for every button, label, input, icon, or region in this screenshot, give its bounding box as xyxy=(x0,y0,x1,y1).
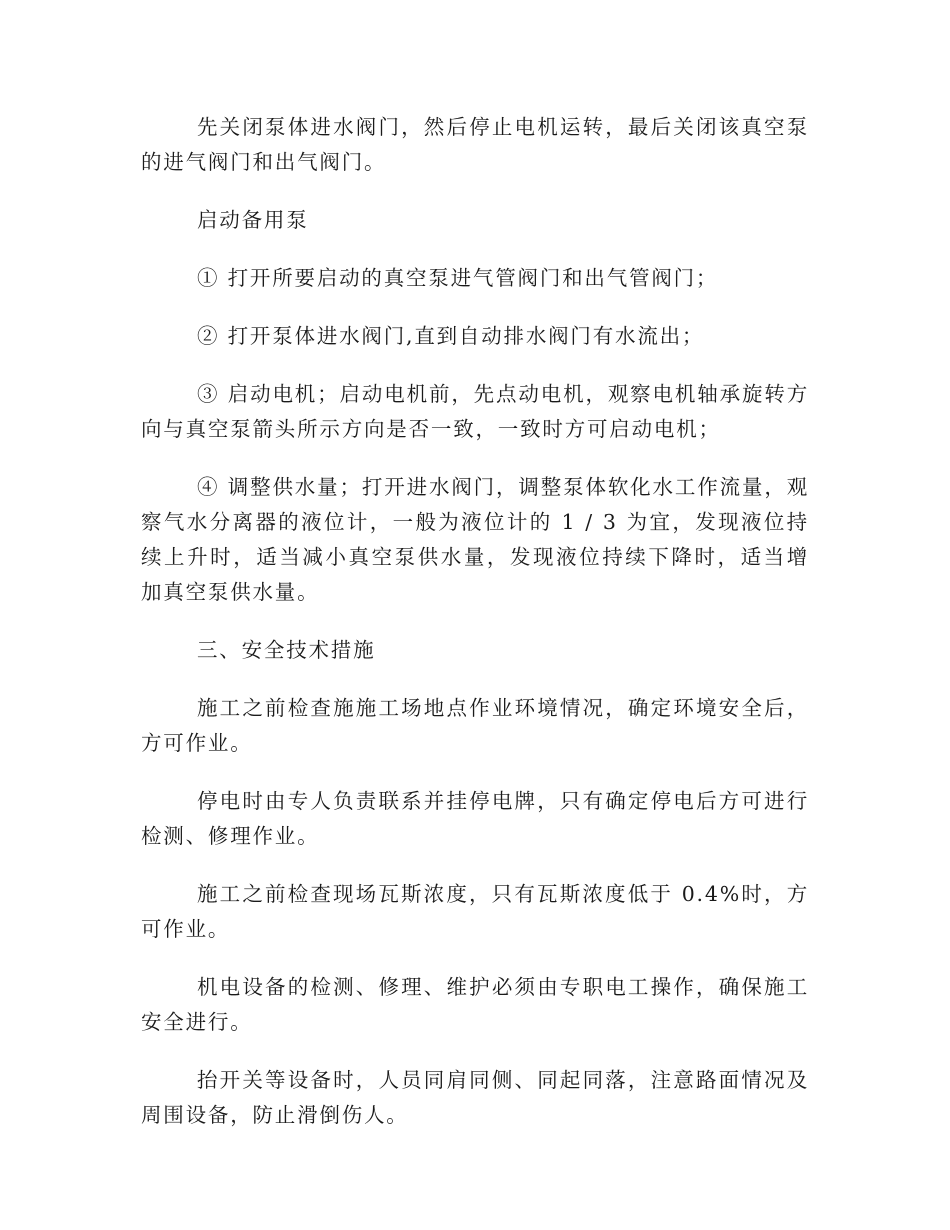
heading-start-standby-pump: 启动备用泵 xyxy=(197,208,309,232)
safety-item-lifting-equipment: 抬开关等设备时，人员同肩同侧、同起同落，注意路面情况及周围设备，防止滑倒伤人。 xyxy=(141,1068,809,1127)
safety-item-site-inspection: 施工之前检查施施工场地点作业环境情况，确定环境安全后，方可作业。 xyxy=(141,696,809,755)
safety-item-gas-concentration: 施工之前检查现场瓦斯浓度，只有瓦斯浓度低于 0.4%时，方可作业。 xyxy=(141,882,809,941)
step-4-adjust-water-supply: ④ 调整供水量；打开进水阀门，调整泵体软化水工作流量，观察气水分离器的液位计，一般为液位计的 1 / 3 为宜，发现液位持续上升时，适当减小真空泵供水量，发现液位持续下降时，适当增加真空泵供水量。 xyxy=(141,475,809,604)
step-1-open-valves: ① 打开所要启动的真空泵进气管阀门和出气管阀门； xyxy=(197,266,719,290)
document-body xyxy=(141,110,809,1156)
paragraph-shutdown-sequence: 先关闭泵体进水阀门，然后停止电机运转，最后关闭该真空泵的进气阀门和出气阀门。 xyxy=(141,115,809,174)
step-2-open-inlet-valve: ② 打开泵体进水阀门,直到自动排水阀门有水流出； xyxy=(197,324,705,348)
safety-item-qualified-electrician: 机电设备的检测、修理、维护必须由专职电工操作，确保施工安全进行。 xyxy=(141,975,809,1034)
step-3-start-motor: ③ 启动电机；启动电机前，先点动电机，观察电机轴承旋转方向与真空泵箭头所示方向是否一致，一致时方可启动电机； xyxy=(141,382,809,441)
section-heading-safety-measures: 三、安全技术措施 xyxy=(197,638,376,662)
safety-item-power-outage: 停电时由专人负责联系并挂停电牌，只有确定停电后方可进行检测、修理作业。 xyxy=(141,789,809,848)
